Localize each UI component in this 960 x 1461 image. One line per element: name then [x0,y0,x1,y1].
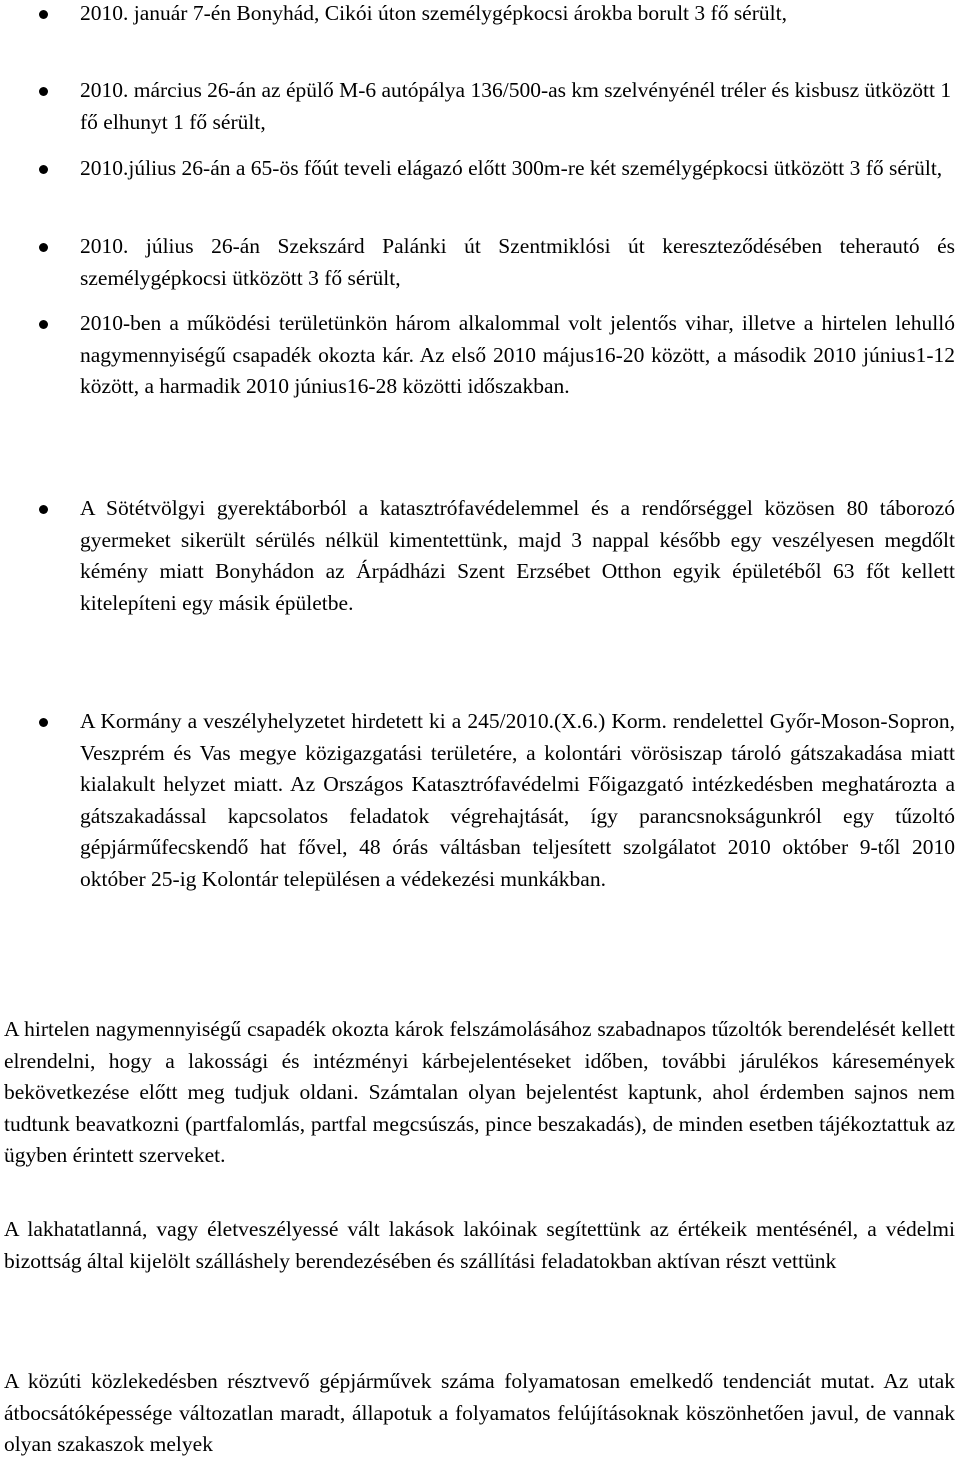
list-item [80,231,955,294]
list-item-text: 2010-ben a működési területünkön három alkalommal volt jelentős vihar, illetve a hirtelen lehulló nagymennyiségű csapadék okozta kár. Az első 2010 május16-20 között, a második 2010 június1-12 között, a harmadik 2010 június16-28 közötti időszakban. [80,311,955,398]
list-item-text: A Kormány a veszélyhelyzetet hirdetett ki a 245/2010.(X.6.) Korm. rendelettel Győr-Moson-Sopron, Veszprém és Vas megye közigazgatási területére, a kolontári vörösiszap tároló gátszakadása miatt kialakult helyzet miatt. Az Országos Katasztrófavédelmi Főigazgató intézkedésben meghatározta a gátszakadással kapcsolatos feladatok végrehajtását, így parancsnokságunkról egy tűzoltó gépjárműfecskendő hat fővel, 48 órás váltásban teljesített szolgálatot 2010 október 9-től 2010 október 25-ig Kolontár településen a védekezési munkákban. [80,709,955,891]
bullet-icon [39,87,48,96]
list-item [80,493,955,619]
paragraph: A közúti közlekedésben résztvevő gépjárművek száma folyamatosan emelkedő tendenciát mutat. Az utak átbocsátóképessége változatlan maradt, állapotuk a folyamatos felújításoknak köszönhetően javul, de vannak olyan szakaszok melyek [4,1369,955,1456]
list-item-text: 2010. július 26-án Szekszárd Palánki út Szentmiklósi út kereszteződésében teherautó és személygépkocsi ütközött 3 fő sérült, [80,234,955,290]
list-item [80,75,955,138]
list-item-text: A Sötétvölgyi gyerektáborból a katasztrófavédelemmel és a rendőrséggel közösen 80 táborozó gyermeket sikerült sérülés nélkül kimentettünk, majd 3 nappal később egy veszélyesen megdőlt kémény miatt Bonyhádon az Árpádházi Szent Erzsébet Otthon egyik épületéből 63 főt kellett kitelepíteni egy másik épületbe. [80,496,955,615]
bullet-icon [39,10,48,19]
paragraph: A lakhatatlanná, vagy életveszélyessé vált lakások lakóinak segítettünk az értékeik mentésénél, a védelmi bizottság által kijelölt szálláshely berendezésében és szállítási feladatokban aktívan részt vettünk [4,1217,955,1273]
list-item-text: 2010.július 26-án a 65-ös főút teveli elágazó előtt 300m-re két személygépkocsi ütközött 3 fő sérült, [80,156,943,180]
list-item [80,706,955,895]
bullet-icon [39,320,48,329]
bullet-icon [39,165,48,174]
bullet-icon [39,718,48,727]
list-item [80,0,955,30]
paragraph: A hirtelen nagymennyiségű csapadék okozta károk felszámolásához szabadnapos tűzoltók berendelését kellett elrendelni, hogy a lakossági és intézményi kárbejelentéseket időben, további járulékos káresemények bekövetkezése előtt meg tudjuk oldani. Számtalan olyan bejelentést kaptunk, ahol érdemben sajnos nem tudtunk beavatkozni (partfalomlás, partfal megcsúszás, pince beszakadás), de minden esetben tájékoztattuk az ügyben érintett szerveket. [4,1017,955,1167]
list-item-text: 2010. január 7-én Bonyhád, Cikói úton személygépkocsi árokba borult 3 fő sérült, [80,1,787,25]
bullet-icon [39,505,48,514]
bullet-icon [39,243,48,252]
list-item-text: 2010. március 26-án az épülő M-6 autópálya 136/500-as km szelvényénél tréler és kisbusz ütközött 1 fő elhunyt 1 fő sérült, [80,78,952,134]
list-item [80,153,955,185]
list-item [80,308,955,403]
